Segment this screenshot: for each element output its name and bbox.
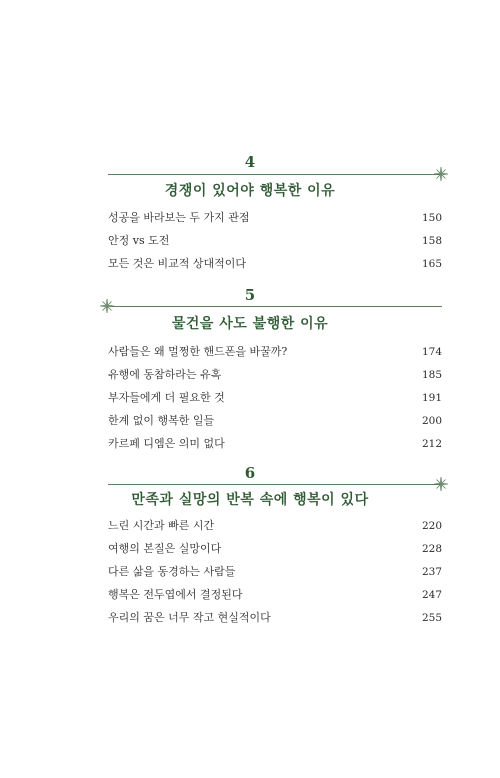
entry-title: 모든 것은 비교적 상대적이다: [108, 257, 247, 270]
toc-entry[interactable]: [108, 211, 442, 234]
entry-page: 212: [421, 438, 442, 450]
entry-page: 247: [421, 589, 442, 601]
chapter-number: 6: [244, 464, 256, 482]
entry-page: 228: [421, 543, 442, 555]
entry-title: 유행에 동참하라는 유혹: [108, 368, 222, 381]
entry-page: 255: [421, 612, 442, 624]
chapter-rule: [108, 174, 440, 175]
chapter-title: 만족과 실망의 반복 속에 행복이 있다: [131, 492, 369, 508]
toc-entry[interactable]: [108, 257, 442, 280]
entry-title: 행복은 전두엽에서 결정된다: [108, 588, 243, 601]
chapter-6-entries: [108, 519, 442, 634]
chapter-5-entries: [108, 345, 442, 460]
entry-title: 카르페 디엠은 의미 없다: [108, 437, 225, 450]
entry-title: 느린 시간과 빠른 시간: [108, 519, 215, 532]
chapter-rule: [108, 484, 440, 485]
entry-title: 부자들에게 더 필요한 것: [108, 391, 225, 404]
chapter-title: 경쟁이 있어야 행복한 이유: [164, 183, 336, 199]
entry-page: 165: [421, 258, 442, 270]
toc-entry[interactable]: [108, 368, 442, 391]
entry-page: 237: [421, 566, 442, 578]
entry-title: 다른 삶을 동경하는 사람들: [108, 565, 236, 578]
toc-entry[interactable]: [108, 234, 442, 257]
toc-entry[interactable]: [108, 345, 442, 368]
toc-entry[interactable]: [108, 519, 442, 542]
toc-entry[interactable]: [108, 611, 442, 634]
sparkle-icon: [434, 167, 448, 181]
toc-entry[interactable]: [108, 414, 442, 437]
toc-entry[interactable]: [108, 391, 442, 414]
toc-entry[interactable]: [108, 588, 442, 611]
entry-page: 191: [421, 392, 442, 404]
chapter-rule: [110, 306, 442, 307]
entry-page: 150: [421, 212, 442, 224]
entry-title: 사람들은 왜 멀쩡한 핸드폰을 바꿀까?: [108, 345, 288, 358]
entry-title: 우리의 꿈은 너무 작고 현실적이다: [108, 611, 271, 624]
chapter-number: 5: [244, 286, 256, 304]
chapter-number: 4: [244, 153, 256, 171]
entry-title: 여행의 본질은 실망이다: [108, 542, 222, 555]
entry-title: 성공을 바라보는 두 가지 관점: [108, 211, 250, 224]
entry-page: 220: [421, 520, 442, 532]
entry-page: 185: [421, 369, 442, 381]
toc-entry[interactable]: [108, 565, 442, 588]
toc-entry[interactable]: [108, 437, 442, 460]
entry-page: 200: [421, 415, 442, 427]
entry-page: 158: [421, 235, 442, 247]
entry-title: 한계 없이 행복한 일들: [108, 414, 215, 427]
entry-title: 안정 vs 도전: [108, 234, 170, 247]
entry-page: 174: [421, 346, 442, 358]
chapter-title: 물건을 사도 불행한 이유: [171, 316, 329, 332]
chapter-4-entries: [108, 211, 442, 280]
toc-entry[interactable]: [108, 542, 442, 565]
